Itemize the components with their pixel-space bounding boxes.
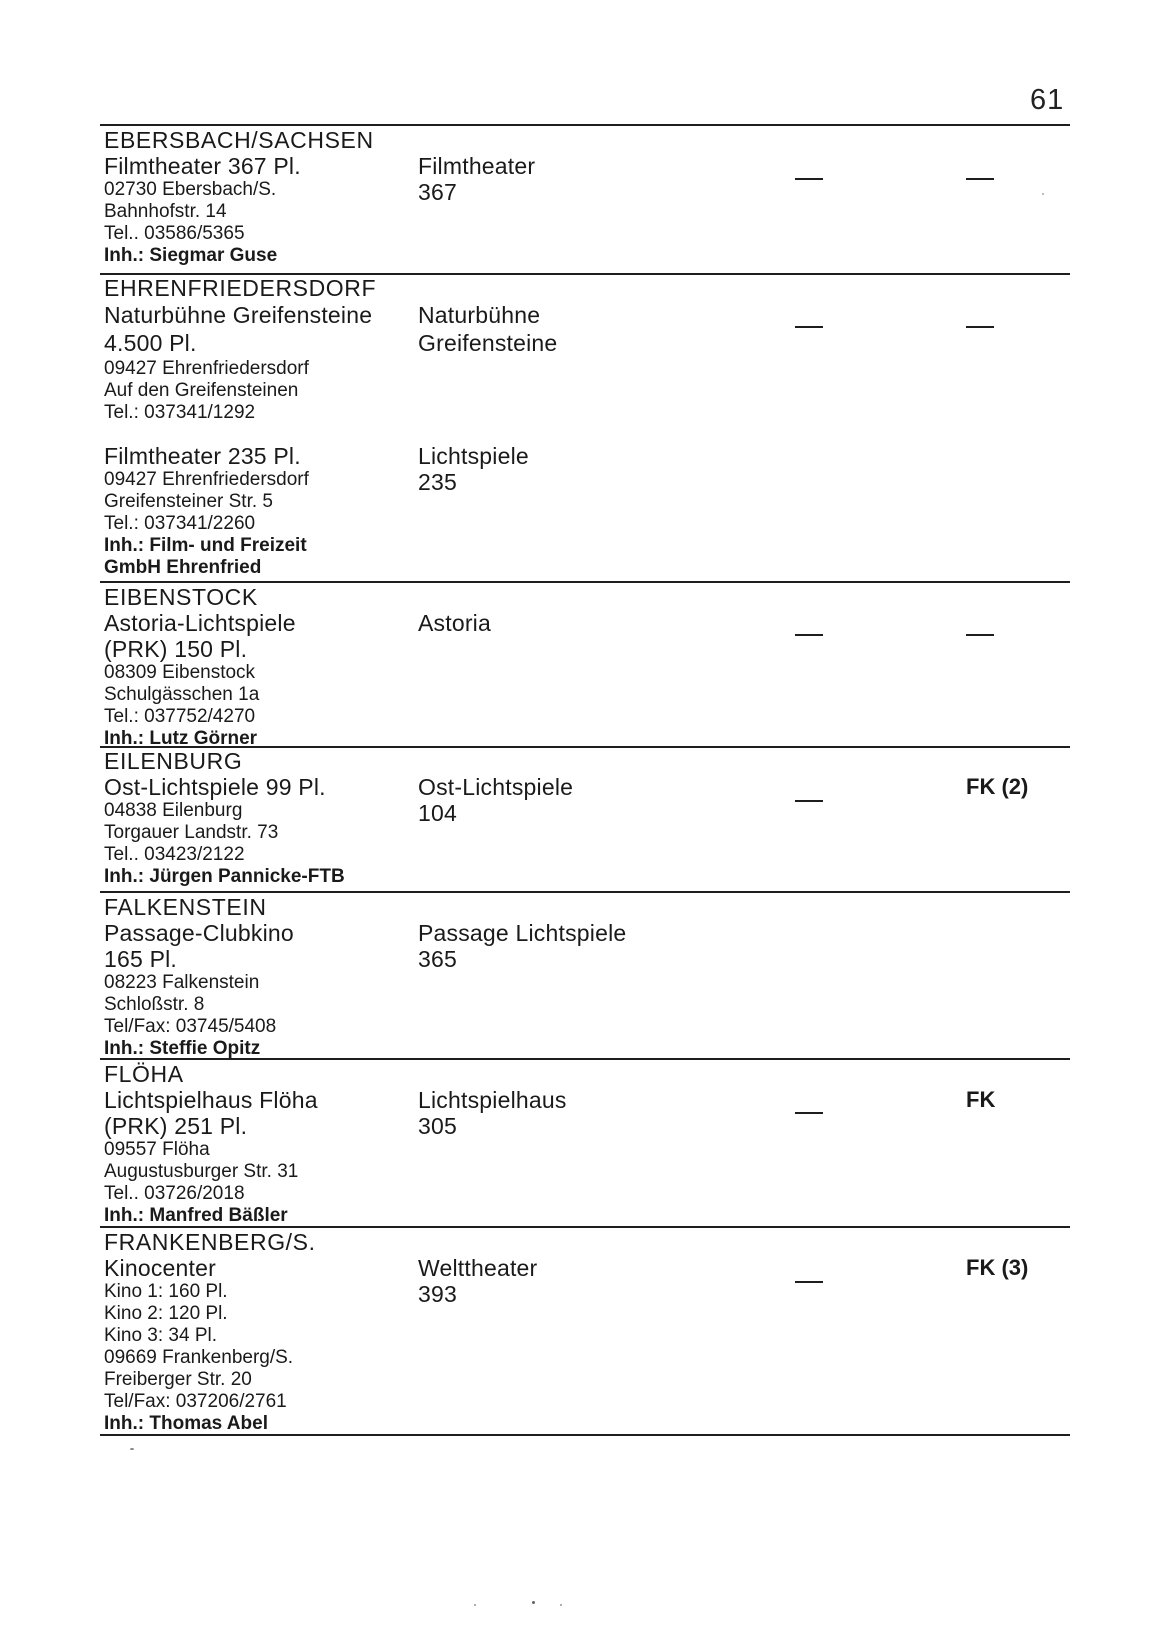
dash-mark — [966, 326, 994, 328]
screen-line: Kino 1: 160 Pl. — [104, 1281, 228, 1302]
address-line: 09669 Frankenberg/S. — [104, 1347, 294, 1368]
address-line: Augustusburger Str. 31 — [104, 1161, 299, 1182]
owner-line: Inh.: Film- und Freizeit — [104, 535, 307, 556]
owner-line: Inh.: Thomas Abel — [104, 1413, 268, 1434]
seat-count: 393 — [418, 1281, 457, 1307]
cinema-name: Astoria — [418, 610, 491, 636]
address-line: Torgauer Landstr. 73 — [104, 822, 279, 843]
venue-block — [104, 610, 296, 750]
cinema-name: Naturbühne — [418, 302, 541, 328]
screen-line: Kino 3: 34 Pl. — [104, 1325, 218, 1346]
address-line: 08309 Eibenstock — [104, 662, 256, 683]
venue-name: Filmtheater 235 Pl. — [104, 443, 301, 469]
scan-speck — [130, 1448, 134, 1450]
cinema-name: Welttheater — [418, 1255, 538, 1281]
address-line: Auf den Greifensteinen — [104, 380, 299, 401]
page-number: 61 — [1030, 84, 1065, 116]
fk-mark: FK (2) — [966, 774, 1029, 799]
dash-mark — [795, 326, 823, 328]
cinema-name-block — [418, 920, 626, 972]
address-line: Schulgässchen 1a — [104, 684, 260, 705]
town-heading: EILENBURG — [104, 748, 243, 774]
dash-mark — [966, 634, 994, 636]
address-line: 02730 Ebersbach/S. — [104, 179, 277, 200]
seat-count: 235 — [418, 469, 457, 495]
cinema-name: Greifensteine — [418, 330, 558, 356]
address-line: 04838 Eilenburg — [104, 800, 243, 821]
scan-speck — [532, 1601, 535, 1604]
cinema-name: Lichtspielhaus — [418, 1087, 567, 1113]
phone-line: Tel/Fax: 03745/5408 — [104, 1016, 277, 1037]
venue-seats: 4.500 Pl. — [104, 330, 197, 356]
dash-mark — [795, 800, 823, 802]
venue-seats: (PRK) 251 Pl. — [104, 1113, 248, 1139]
town-heading: FALKENSTEIN — [104, 894, 267, 920]
divider — [100, 124, 1070, 126]
venue-name: Passage-Clubkino — [104, 920, 294, 946]
address-line: 08223 Falkenstein — [104, 972, 260, 993]
cinema-name: Passage Lichtspiele — [418, 920, 627, 946]
venue-name: Filmtheater 367 Pl. — [104, 153, 301, 179]
cinema-name: Filmtheater — [418, 153, 536, 179]
seat-count: 104 — [418, 800, 457, 826]
cinema-name-block — [418, 302, 557, 356]
venue-block — [104, 774, 345, 888]
town-heading: EIBENSTOCK — [104, 584, 258, 610]
venue-block — [104, 1087, 318, 1227]
seat-count: 367 — [418, 179, 457, 205]
phone-line: Tel.: 037341/1292 — [104, 402, 256, 423]
cinema-name-block — [418, 1087, 567, 1139]
address-line: 09557 Flöha — [104, 1139, 210, 1160]
cinema-name-block — [418, 153, 535, 205]
cinema-name: Ost-Lichtspiele — [418, 774, 574, 800]
venue-block — [104, 302, 372, 424]
venue-block — [104, 1255, 293, 1435]
owner-line: Inh.: Siegmar Guse — [104, 245, 278, 266]
cinema-name-block — [418, 610, 491, 636]
screen-line: Kino 2: 120 Pl. — [104, 1303, 228, 1324]
owner-line: GmbH Ehrenfried — [104, 557, 262, 578]
address-line: 09427 Ehrenfriedersdorf — [104, 469, 309, 490]
address-line: 09427 Ehrenfriedersdorf — [104, 358, 309, 379]
phone-line: Tel/Fax: 037206/2761 — [104, 1391, 287, 1412]
dash-mark — [795, 1112, 823, 1114]
owner-line: Inh.: Jürgen Pannicke-FTB — [104, 866, 345, 887]
cinema-name-block — [418, 443, 529, 495]
owner-line: Inh.: Steffie Opitz — [104, 1038, 261, 1059]
dash-mark — [966, 178, 994, 180]
phone-line: Tel.. 03726/2018 — [104, 1183, 245, 1204]
fk-mark: FK — [966, 1087, 996, 1112]
cinema-name: Lichtspiele — [418, 443, 529, 469]
divider — [100, 891, 1070, 893]
venue-block — [104, 443, 309, 579]
venue-block — [104, 153, 301, 267]
venue-block — [104, 920, 294, 1060]
seat-count: 305 — [418, 1113, 457, 1139]
venue-name: Astoria-Lichtspiele — [104, 610, 296, 636]
scan-speck — [1042, 193, 1044, 195]
town-heading: FRANKENBERG/S. — [104, 1229, 316, 1255]
town-heading: EHRENFRIEDERSDORF — [104, 275, 377, 301]
address-line: Freiberger Str. 20 — [104, 1369, 252, 1390]
phone-line: Tel.: 037341/2260 — [104, 513, 256, 534]
fk-mark: FK (3) — [966, 1255, 1029, 1280]
address-line: Bahnhofstr. 14 — [104, 201, 227, 222]
owner-line: Inh.: Manfred Bäßler — [104, 1205, 288, 1226]
divider — [100, 581, 1070, 583]
owner-line: Inh.: Lutz Görner — [104, 728, 258, 749]
scan-speck — [560, 1604, 562, 1606]
scan-speck — [474, 1604, 476, 1606]
venue-name: Kinocenter — [104, 1255, 216, 1281]
phone-line: Tel.: 037752/4270 — [104, 706, 256, 727]
phone-line: Tel.. 03586/5365 — [104, 223, 245, 244]
town-heading: FLÖHA — [104, 1061, 184, 1087]
venue-seats: (PRK) 150 Pl. — [104, 636, 248, 662]
seat-count: 365 — [418, 946, 457, 972]
address-line: Schloßstr. 8 — [104, 994, 205, 1015]
dash-mark — [795, 634, 823, 636]
dash-mark — [795, 1281, 823, 1283]
phone-line: Tel.. 03423/2122 — [104, 844, 245, 865]
venue-name: Naturbühne Greifensteine — [104, 302, 373, 328]
cinema-name-block — [418, 1255, 537, 1307]
address-line: Greifensteiner Str. 5 — [104, 491, 273, 512]
town-heading: EBERSBACH/SACHSEN — [104, 127, 374, 153]
venue-seats: 165 Pl. — [104, 946, 178, 972]
cinema-name-block — [418, 774, 573, 826]
dash-mark — [795, 178, 823, 180]
venue-name: Lichtspielhaus Flöha — [104, 1087, 318, 1113]
venue-name: Ost-Lichtspiele 99 Pl. — [104, 774, 326, 800]
